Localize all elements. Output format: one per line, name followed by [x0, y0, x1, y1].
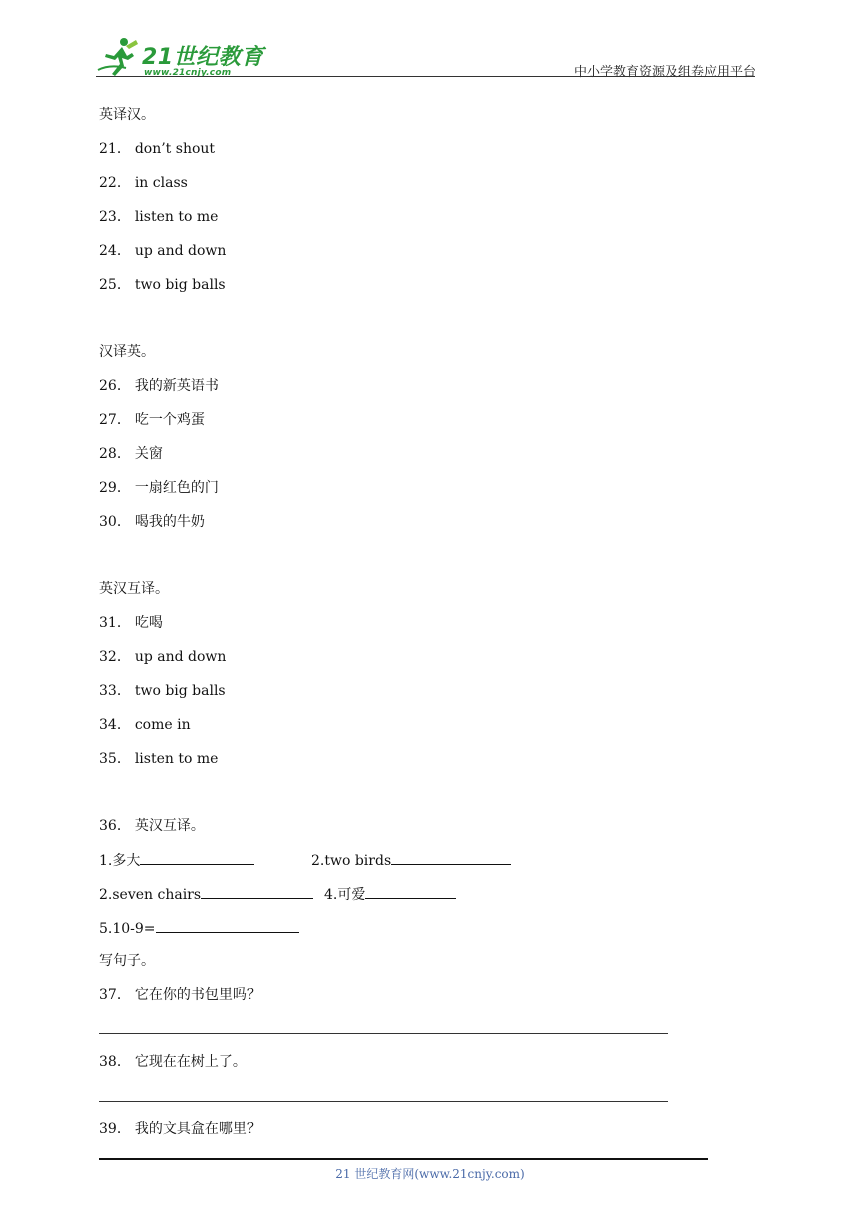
- question-25: [99, 275, 226, 295]
- question-text: 吃喝: [134, 615, 163, 631]
- question-number: 22．: [99, 175, 131, 191]
- question-text: 我的新英语书: [134, 378, 219, 394]
- footer-text: 21 世纪教育网(www.21cnjy.com): [335, 1167, 525, 1181]
- question-22: [99, 173, 188, 193]
- question-number: 24．: [99, 243, 131, 259]
- question-30: [99, 512, 205, 532]
- question-number: 23．: [99, 209, 131, 225]
- question-number: 32．: [99, 649, 131, 665]
- question-text: 我的文具盒在哪里？: [134, 1121, 261, 1137]
- question-number: 33．: [99, 683, 131, 699]
- question-39: [99, 1119, 261, 1139]
- question-number: 36．: [99, 818, 131, 834]
- question-text: 它现在在树上了。: [134, 1054, 247, 1070]
- question-number: 31．: [99, 615, 131, 631]
- platform-name: 中小学教育资源及组卷应用平台: [573, 65, 756, 80]
- question-26: [99, 376, 219, 396]
- question-number: 21．: [99, 141, 131, 157]
- question-31: [99, 613, 163, 633]
- question-number: 37．: [99, 987, 131, 1003]
- section-title-sentences: 写句子。: [99, 953, 155, 969]
- question-text: in class: [134, 175, 188, 191]
- q36-item-3: [99, 884, 313, 905]
- question-text: 英汉互译。: [134, 818, 205, 834]
- q36-prompt: 1.多大: [99, 853, 141, 869]
- q36-prompt: 2.two birds: [311, 853, 392, 869]
- q36-item-4: [324, 884, 456, 905]
- q36-item-1: [99, 850, 254, 871]
- page-header: [96, 30, 758, 80]
- logo-wordmark: 21世纪教育: [142, 45, 264, 70]
- question-number: 28．: [99, 446, 131, 462]
- question-number: 25．: [99, 277, 131, 293]
- question-number: 29．: [99, 480, 131, 496]
- question-text: listen to me: [134, 209, 219, 225]
- answer-blank[interactable]: [201, 884, 313, 899]
- question-text: up and down: [134, 243, 227, 259]
- question-number: 34．: [99, 717, 131, 733]
- question-text: 一扇红色的门: [134, 480, 219, 496]
- question-number: 26．: [99, 378, 131, 394]
- answer-blank[interactable]: [365, 884, 456, 899]
- question-29: [99, 478, 219, 498]
- q36-item-5: [99, 918, 299, 939]
- logo-url: www.21cnjy.com: [144, 68, 232, 78]
- question-34: [99, 715, 191, 735]
- question-33: [99, 681, 226, 701]
- question-text: 喝我的牛奶: [134, 514, 205, 530]
- question-text: 吃一个鸡蛋: [134, 412, 205, 428]
- question-text: listen to me: [134, 751, 219, 767]
- question-21: [99, 139, 215, 159]
- answer-blank[interactable]: [156, 918, 299, 933]
- question-24: [99, 241, 226, 261]
- question-text: 关窗: [134, 446, 163, 462]
- footer-divider: [99, 1158, 708, 1160]
- answer-blank[interactable]: [391, 850, 511, 865]
- question-text: don’t shout: [134, 141, 216, 157]
- q36-item-2: [311, 850, 511, 871]
- question-27: [99, 410, 205, 430]
- header-divider: [96, 76, 755, 77]
- question-35: [99, 749, 218, 769]
- question-28: [99, 444, 163, 464]
- q36-prompt: 5.10-9=: [99, 921, 156, 937]
- q36-prompt: 2.seven chairs: [99, 887, 202, 903]
- answer-line-38[interactable]: [99, 1101, 668, 1102]
- question-number: 39．: [99, 1121, 131, 1137]
- question-number: 30．: [99, 514, 131, 530]
- answer-line-37[interactable]: [99, 1033, 668, 1034]
- site-logo: [96, 36, 266, 80]
- question-text: come in: [134, 717, 191, 733]
- question-text: two big balls: [134, 277, 226, 293]
- question-text: up and down: [134, 649, 227, 665]
- question-number: 35．: [99, 751, 131, 767]
- q36-prompt: 4.可爱: [324, 887, 366, 903]
- question-number: 38．: [99, 1054, 131, 1070]
- question-37: [99, 985, 261, 1005]
- question-36-title: [99, 816, 205, 836]
- question-32: [99, 647, 226, 667]
- section-title-mutual: 英汉互译。: [99, 581, 169, 597]
- section-title-en-to-cn: 英译汉。: [99, 107, 155, 123]
- runner-logo-icon: [96, 36, 140, 78]
- question-text: two big balls: [134, 683, 226, 699]
- answer-blank[interactable]: [140, 850, 254, 865]
- question-text: 它在你的书包里吗？: [134, 987, 261, 1003]
- question-38: [99, 1052, 247, 1072]
- question-number: 27．: [99, 412, 131, 428]
- section-title-cn-to-en: 汉译英。: [99, 344, 155, 360]
- question-23: [99, 207, 218, 227]
